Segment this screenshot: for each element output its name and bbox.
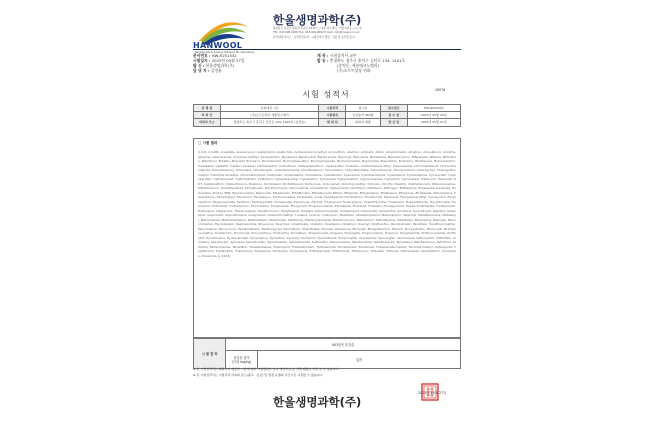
meta-left xyxy=(193,53,244,73)
test-date: 2025년 05월 27일 xyxy=(211,58,245,63)
manager-label: 담 당 자 : xyxy=(193,68,210,73)
contact-line: 충청북도 음성군 맹동면 원중로 1234 ○○ 2층 연구센터 · 기술지원동 ○○○호 xyxy=(273,27,362,30)
info-label: 접 수 일 xyxy=(380,112,407,119)
info-value: 2025년 05월 27일 xyxy=(407,119,460,126)
recipient-address: 충청북도 청주시 흥덕구 공단로 134, 1401호 xyxy=(329,58,406,63)
test-date-label: 시험일자 : xyxy=(193,58,211,63)
info-value: (주)소프트상상 세종연구센터 xyxy=(220,112,319,119)
info-value: 2025년 05월 24일 xyxy=(407,112,460,119)
test-results-box xyxy=(193,138,461,338)
manager: 김정윤 xyxy=(210,68,222,73)
document-number: 28576 xyxy=(435,88,446,92)
info-label: 채 취 처 xyxy=(319,119,346,126)
logo-wordmark: HANWOOL xyxy=(193,41,243,50)
document-page xyxy=(185,5,467,419)
info-row xyxy=(194,119,461,126)
info-label: 검 체 명 xyxy=(194,105,221,112)
issuer-signature: 한울생명과학(주) xyxy=(273,395,362,409)
note: ※ 본 시험성적서는 시험목적 이외의 용도(광고 · 홍보) 및 법정 분쟁의 수단으로 사용할 수 없습니다. xyxy=(193,373,324,377)
header-divider xyxy=(193,49,461,50)
subject-label: 제 목 : xyxy=(317,53,329,58)
doc-number-label: 문서번호 : xyxy=(193,53,211,58)
recipient-address2: (송정동, 세종테크노밸리) xyxy=(337,63,380,68)
document-title: 시험 성적서 xyxy=(302,90,350,99)
issue-date: 2025년 05월 27일 xyxy=(418,391,447,395)
info-value: HW-R251532 xyxy=(407,105,460,112)
contact-line: 분석대행 서비스 · 농약잔류분석 · 시험성적서 발급 · 식품 및 농산물 분석 xyxy=(273,35,355,39)
sender: 한울생명과학(주) xyxy=(205,63,235,68)
recipient-label: 발 송 : xyxy=(317,58,329,63)
analyte-list: 2,4-D, 2,4-DB, Acephate, Acequinocyl, Acetamiprid, Acetochlor, Acibenzolar-S-methyl, Acrinathrin, Alachlor, Aldicarb, Aldrin, Ametoctradin, Ametryn, Amisulbrom, Anilofos, Atrazine, Azaconazole, Azinphos-methyl, Azoxystrobin, Benalaxyl, Bendiocarb, Benfuracarb, Benomyl, Bensulide, Bentazone, Benzobicyclon, Bifenazate, Bifenox, Bifenthrin, Bitertanol, Bixafen, Boscalid, Bromacil, Bromobutide, Bromophos-ethyl, Bromopropylate, Bromuconazole, Bupirimate, Buprofezin, Butachlor, Butafenacil, Butocarboxim, Cadusafos, Captafol, Captan, Carbaryl, Carbendazim, Carbofuran, Carbophenothion, Carbosulfan, Carboxin, Carfentrazone-ethyl, Carpropamid, Chinomethionat, Chlorantraniliprole, Chlorbenzuron, Chlordane, Chlorfenapyr, Chlorfenvinphos, Chlorfluazuron, Chloridazon, Chlorobenzilate, Chlorothalonil, Chlorpropham, Chlorpyrifos, Chlorpyrifos-methyl, Chlorthal-dimethyl, Chromafenozide, Clethodim, Clofentezine, Clomazone, Clothianidin, Cyanazine, Cyantraniliprole, Cyazofamid, Cyclaniliprole, Cycloxydim, Cyenopyrafen, Cyflufenamid, Cyflumetofen, Cyfluthrin, Cyhalofop-butyl, Cyhalothrin, Cymoxanil, Cypermethrin, Cyproconazole, Cyprodinil, Cyromazine, Daimuron, Dazomet, DDT, Deltamethrin, Diafenthiuron, Diazinon, Dichlobenil, Dichlofluanid, Dichlorvos, Diclocymet, Diclofop-methyl, Dicloran, Dicofol, Dieldrin, Diethofencarb, Difenoconazole, Diflubenzuron, Dimethenamid, Dimethoate, Dimethomorph, Diniconazole, Dinotefuran, Diphenamid, Disulfoton, Dithianon, Dithiopyr, Edifenphos, Emamectin benzoate, Endosulfan, Endrin, EPN, Epoxiconazole, Esprocarb, Ethaboxam, Ethalfluralin, Ethiofencarb, Ethion, Ethiprole, Ethoprophos, Etofenprox, Etoxazole, Etridiazole, Famoxadone, Fenamidone, Fenamiphos, Fenarimol, Fenazaquin, Fenbuconazole, Fenbutatin oxide, Fenhexamid, Fenitrothion, Fenobucarb, Fenoxanil, Fenoxaprop-ethyl, Fenoxycarb, Fenpropathrin, Fenpyroximate, Fenthion, Fentrazamide, Fenvalerate, Ferimzone, Fipronil, Flonicamid, Fluacrypyrim, Fluazifop-butyl, Fluazinam, Flubendiamide, Flucythrinate, Fludioxonil, Flufenacet, Flufenoxuron, Flumioxazin, Fluopicolide, Fluopyram, Fluquinconazole, Flusilazole, Flutolanil, Flutriafol, Fluxapyroxad, Folpet, Fosthiazate, Furathiocarb, Halfenprox, Heptachlor, Hexaconazole, Hexaflumuron, Hexythiazox, Imazalil, Imibenconazole, Imidacloprid, Indoxacarb, Iprobenfos, Iprodione, Iprovalicarb, Isazofos, Isofenphos, Isoprocarb, Isoprothiolane, Isopyrazam, Kresoxim-methyl, Lindane, Linuron, Lufenuron, Malathion, Mandipropamid, Mepanipyrim, Mepronil, Metaflumizone, Metalaxyl, Metconazole, Methamidophos, Methidathion, Methiocarb, Methomyl, Methoxyfenozide, Metobromuron, Metolachlor, Metrafenone, Metribuzin, Mevinphos, Molinate, Monocrotophos, Myclobutanil, Napropamide, Novaluron, Nuarimol, Omethoate, Oryzalin, Oxadiazon, Oxadixyl, Oxamyl, Oxyfluorfen, Paclobutrazol, Parathion, Parathion-methyl, Penconazole, Pencycuron, Pendimethalin, Penthiopyrad, Permethrin, Phenthoate, Phorate, Phosalone, Phosmet, Phosphamidon, Phoxim, Picoxystrobin, Pirimicarb, Pirimiphos-methyl, Pretilachlor, Prochloraz, Procymidone, Profenofos, Prometryn, Propamocarb, Propanil, Propargite, Propiconazole, Propoxur, Propyzamide, Prothioconazole, Prothiofos, Pymetrozine, Pyraclostrobin, Pyrazophos, Pyridaben, Pyridalyl, Pyrifenox, Pyrimethanil, Pyriproxyfen, Quinalphos, Quinoxyfen, Quintozene, Sethoxydim, Silthiofam, Simazine, Spinetoram, Spinosad, Spirodiclofen, Spiromesifen, Spirotetramat, Sulfoxaflor, Tebuconazole, Tebufenozide, Tebufenpyrad, Tecnazene, Teflubenzuron, Tefluthrin, Terbufos, Tetraconazole, Tetradifon, Thiabendazole, Thiacloprid, Thiamethoxam, Thifluzamide, Thiobencarb, Thiodicarb, Thiophanate-methyl, Tolclofos-methyl, Tolfenpyrad, Tolylfluanid, Triadimefon, Triadimenol, Triazophos, Trichlorfon, Tricyclazole, Trifloxystrobin, Triflumizole, Triflumuron, Trifluralin, Triforine, Triticonazole, Vamidothion, Vinclozolin, Zoxamide 등 463종 xyxy=(198,150,456,258)
summary-count: 463항목 불검출 xyxy=(226,339,461,351)
info-value: 잔류농약 463종 xyxy=(346,112,381,119)
logo-subtitle: Hanwool Life & Science (Hanwool Bio Laboratory) xyxy=(195,51,255,54)
results-title: □ 시험 결과 xyxy=(198,141,218,145)
info-value: 조회대상 시료 xyxy=(220,105,319,112)
company-name: 한울생명과학(주) xyxy=(273,13,362,27)
info-value: 의뢰자 제출 xyxy=(346,119,381,126)
detected-items-value: 없음 xyxy=(258,351,461,369)
info-value: 충청북도 청주시 흥덕구 공단로 134, 1401호 (송정동) xyxy=(220,119,319,126)
sender-label: 발 신 : xyxy=(193,63,205,68)
info-label: 의뢰자 주소 xyxy=(194,119,221,126)
notes xyxy=(193,366,461,378)
info-label: 시험목적 xyxy=(319,105,346,112)
info-label: 의 뢰 인 xyxy=(194,112,221,119)
subject: 시험성적서 교부 xyxy=(329,53,357,58)
doc-number: HW-R251532 xyxy=(211,53,237,58)
recipient-name: (주)소프트상상 귀하 xyxy=(337,68,371,73)
meta-right xyxy=(317,53,405,73)
note: ※ 본 시험성적서는 의뢰인이 제공한 시료에 대한 시험결과로 유사 대상시료 등 전체 제품에 적용 할 수 없습니다. xyxy=(193,367,340,371)
summary-header: 시 험 결 과 xyxy=(194,339,226,369)
summary-table xyxy=(193,338,461,369)
company-contact xyxy=(273,27,463,40)
info-row xyxy=(194,112,461,119)
info-label: 시험항목 xyxy=(319,112,346,119)
info-label: 발 급 일 xyxy=(380,119,407,126)
info-label: 접수번호 xyxy=(380,105,407,112)
contact-line: TEL: 043-000-0000 FAX: 043-000-0000 E-mail: info@hanwool.co.kr xyxy=(273,31,360,35)
info-value: 참고용 xyxy=(346,105,381,112)
info-row xyxy=(194,105,461,112)
sample-info-table xyxy=(193,104,461,127)
summary-row xyxy=(194,339,461,351)
detected-items-label: 검출된 항목 (단위 mg/kg) xyxy=(226,351,258,369)
manager-row xyxy=(193,68,244,73)
